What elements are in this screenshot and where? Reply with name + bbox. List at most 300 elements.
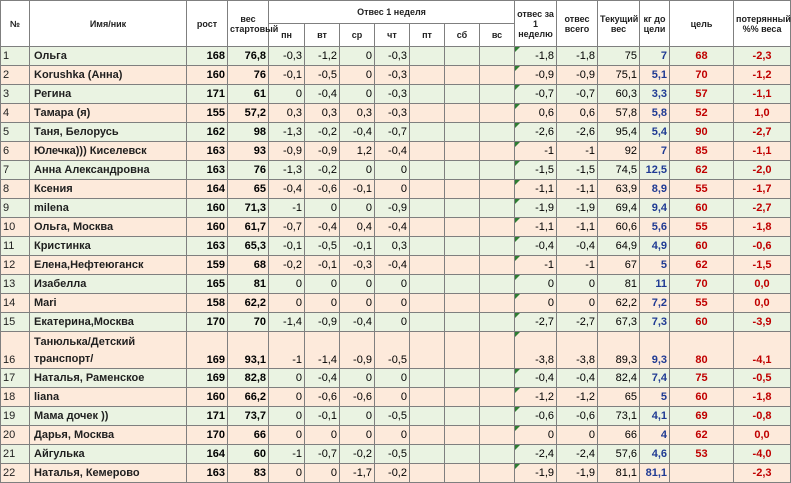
lost-percent-cell[interactable]: -1,8 xyxy=(734,388,791,407)
day-tue-cell[interactable]: -0,2 xyxy=(305,161,340,180)
goal-cell[interactable]: 80 xyxy=(670,332,734,369)
day-mon-cell[interactable]: 0 xyxy=(269,275,305,294)
day-mon-cell[interactable]: 0 xyxy=(269,407,305,426)
day-sun-cell[interactable] xyxy=(480,218,515,237)
day-wed-cell[interactable]: 0 xyxy=(340,369,375,388)
kg-to-goal-cell[interactable]: 4,6 xyxy=(640,445,670,464)
start-weight-cell[interactable]: 66 xyxy=(228,426,269,445)
day-thu-cell[interactable]: -0,7 xyxy=(375,123,410,142)
row-number-cell[interactable]: 19 xyxy=(1,407,30,426)
day-wed-cell[interactable]: 0 xyxy=(340,161,375,180)
start-weight-cell[interactable]: 93 xyxy=(228,142,269,161)
height-cell[interactable]: 160 xyxy=(187,66,228,85)
day-tue-cell[interactable]: -0,4 xyxy=(305,369,340,388)
day-fri-cell[interactable] xyxy=(410,104,445,123)
day-fri-cell[interactable] xyxy=(410,218,445,237)
day-sun-cell[interactable] xyxy=(480,464,515,483)
goal-cell[interactable]: 57 xyxy=(670,85,734,104)
week-loss-cell[interactable]: 0 xyxy=(515,275,557,294)
day-tue-cell[interactable]: -0,1 xyxy=(305,407,340,426)
day-tue-cell[interactable]: -0,4 xyxy=(305,85,340,104)
day-wed-cell[interactable]: 1,2 xyxy=(340,142,375,161)
goal-cell[interactable]: 69 xyxy=(670,407,734,426)
row-number-cell[interactable]: 11 xyxy=(1,237,30,256)
header-height[interactable]: рост xyxy=(187,1,228,47)
day-wed-cell[interactable]: 0 xyxy=(340,294,375,313)
name-cell[interactable]: Mari xyxy=(30,294,187,313)
name-cell[interactable]: Екатерина,Москва xyxy=(30,313,187,332)
height-cell[interactable]: 164 xyxy=(187,445,228,464)
day-sun-cell[interactable] xyxy=(480,142,515,161)
kg-to-goal-cell[interactable]: 5,1 xyxy=(640,66,670,85)
height-cell[interactable]: 162 xyxy=(187,123,228,142)
start-weight-cell[interactable]: 98 xyxy=(228,123,269,142)
day-wed-cell[interactable]: 0 xyxy=(340,426,375,445)
week-loss-cell[interactable]: -1,9 xyxy=(515,199,557,218)
name-cell[interactable]: Танюлька/Детский транспорт/ xyxy=(30,332,187,369)
current-weight-cell[interactable]: 67,3 xyxy=(598,313,640,332)
row-number-cell[interactable]: 7 xyxy=(1,161,30,180)
name-cell[interactable]: Регина xyxy=(30,85,187,104)
row-number-cell[interactable]: 3 xyxy=(1,85,30,104)
current-weight-cell[interactable]: 74,5 xyxy=(598,161,640,180)
goal-cell[interactable] xyxy=(670,464,734,483)
goal-cell[interactable]: 60 xyxy=(670,388,734,407)
day-fri-cell[interactable] xyxy=(410,294,445,313)
day-sun-cell[interactable] xyxy=(480,256,515,275)
day-mon-cell[interactable]: 0 xyxy=(269,85,305,104)
day-fri-cell[interactable] xyxy=(410,142,445,161)
height-cell[interactable]: 155 xyxy=(187,104,228,123)
week-loss-cell[interactable]: -2,7 xyxy=(515,313,557,332)
day-sat-cell[interactable] xyxy=(445,199,480,218)
week-loss-cell[interactable]: -2,4 xyxy=(515,445,557,464)
start-weight-cell[interactable]: 82,8 xyxy=(228,369,269,388)
total-loss-cell[interactable]: -1 xyxy=(557,256,598,275)
day-wed-cell[interactable]: -0,4 xyxy=(340,123,375,142)
goal-cell[interactable]: 62 xyxy=(670,161,734,180)
day-mon-cell[interactable]: 0 xyxy=(269,388,305,407)
total-loss-cell[interactable]: -2,6 xyxy=(557,123,598,142)
kg-to-goal-cell[interactable]: 4,9 xyxy=(640,237,670,256)
day-sun-cell[interactable] xyxy=(480,388,515,407)
day-wed-cell[interactable]: -0,6 xyxy=(340,388,375,407)
start-weight-cell[interactable]: 83 xyxy=(228,464,269,483)
name-cell[interactable]: Анна Александровна xyxy=(30,161,187,180)
day-thu-cell[interactable]: -0,5 xyxy=(375,445,410,464)
day-sun-cell[interactable] xyxy=(480,332,515,369)
total-loss-cell[interactable]: 0 xyxy=(557,426,598,445)
name-cell[interactable]: Таня, Белорусь xyxy=(30,123,187,142)
week-loss-cell[interactable]: -0,6 xyxy=(515,407,557,426)
week-loss-cell[interactable]: -0,4 xyxy=(515,237,557,256)
day-thu-cell[interactable]: 0 xyxy=(375,161,410,180)
day-wed-cell[interactable]: 0 xyxy=(340,85,375,104)
day-mon-cell[interactable]: -0,4 xyxy=(269,180,305,199)
name-cell[interactable]: Мама дочек )) xyxy=(30,407,187,426)
day-sat-cell[interactable] xyxy=(445,388,480,407)
day-sun-cell[interactable] xyxy=(480,85,515,104)
header-day-sat[interactable]: сб xyxy=(445,24,480,47)
day-tue-cell[interactable]: -0,6 xyxy=(305,180,340,199)
name-cell[interactable]: Изабелла xyxy=(30,275,187,294)
height-cell[interactable]: 158 xyxy=(187,294,228,313)
current-weight-cell[interactable]: 60,3 xyxy=(598,85,640,104)
kg-to-goal-cell[interactable]: 5,6 xyxy=(640,218,670,237)
lost-percent-cell[interactable]: -2,0 xyxy=(734,161,791,180)
day-fri-cell[interactable] xyxy=(410,426,445,445)
day-wed-cell[interactable]: -0,2 xyxy=(340,445,375,464)
day-thu-cell[interactable]: -0,5 xyxy=(375,332,410,369)
day-fri-cell[interactable] xyxy=(410,332,445,369)
day-mon-cell[interactable]: -1 xyxy=(269,332,305,369)
day-tue-cell[interactable]: -0,2 xyxy=(305,123,340,142)
day-tue-cell[interactable]: -0,5 xyxy=(305,66,340,85)
day-mon-cell[interactable]: 0 xyxy=(269,426,305,445)
total-loss-cell[interactable]: -1 xyxy=(557,142,598,161)
goal-cell[interactable]: 60 xyxy=(670,237,734,256)
day-fri-cell[interactable] xyxy=(410,313,445,332)
lost-percent-cell[interactable]: -3,9 xyxy=(734,313,791,332)
row-number-cell[interactable]: 4 xyxy=(1,104,30,123)
start-weight-cell[interactable]: 76,8 xyxy=(228,47,269,66)
day-fri-cell[interactable] xyxy=(410,464,445,483)
name-cell[interactable]: Юлечка))) Киселевск xyxy=(30,142,187,161)
goal-cell[interactable]: 52 xyxy=(670,104,734,123)
kg-to-goal-cell[interactable]: 9,3 xyxy=(640,332,670,369)
day-fri-cell[interactable] xyxy=(410,85,445,104)
day-thu-cell[interactable]: 0 xyxy=(375,180,410,199)
total-loss-cell[interactable]: -0,7 xyxy=(557,85,598,104)
row-number-cell[interactable]: 17 xyxy=(1,369,30,388)
day-fri-cell[interactable] xyxy=(410,407,445,426)
row-number-cell[interactable]: 13 xyxy=(1,275,30,294)
day-sat-cell[interactable] xyxy=(445,161,480,180)
name-cell[interactable]: Ксения xyxy=(30,180,187,199)
name-cell[interactable]: Korushka (Анна) xyxy=(30,66,187,85)
day-tue-cell[interactable]: 0 xyxy=(305,294,340,313)
day-tue-cell[interactable]: 0 xyxy=(305,275,340,294)
goal-cell[interactable]: 68 xyxy=(670,47,734,66)
day-sun-cell[interactable] xyxy=(480,407,515,426)
day-thu-cell[interactable]: 0,3 xyxy=(375,237,410,256)
row-number-cell[interactable]: 20 xyxy=(1,426,30,445)
row-number-cell[interactable]: 22 xyxy=(1,464,30,483)
total-loss-cell[interactable]: -0,6 xyxy=(557,407,598,426)
day-sun-cell[interactable] xyxy=(480,237,515,256)
day-mon-cell[interactable]: 0 xyxy=(269,294,305,313)
name-cell[interactable]: Елена,Нефтеюганск xyxy=(30,256,187,275)
start-weight-cell[interactable]: 76 xyxy=(228,66,269,85)
day-mon-cell[interactable]: -1 xyxy=(269,445,305,464)
row-number-cell[interactable]: 16 xyxy=(1,332,30,369)
height-cell[interactable]: 163 xyxy=(187,464,228,483)
total-loss-cell[interactable]: 0,6 xyxy=(557,104,598,123)
current-weight-cell[interactable]: 73,1 xyxy=(598,407,640,426)
day-mon-cell[interactable]: -0,1 xyxy=(269,237,305,256)
current-weight-cell[interactable]: 82,4 xyxy=(598,369,640,388)
day-sat-cell[interactable] xyxy=(445,142,480,161)
kg-to-goal-cell[interactable]: 12,5 xyxy=(640,161,670,180)
day-sun-cell[interactable] xyxy=(480,313,515,332)
current-weight-cell[interactable]: 75,1 xyxy=(598,66,640,85)
day-tue-cell[interactable]: -1,2 xyxy=(305,47,340,66)
week-loss-cell[interactable]: 0,6 xyxy=(515,104,557,123)
day-wed-cell[interactable]: 0 xyxy=(340,275,375,294)
day-sun-cell[interactable] xyxy=(480,445,515,464)
current-weight-cell[interactable]: 92 xyxy=(598,142,640,161)
day-tue-cell[interactable]: 0 xyxy=(305,426,340,445)
goal-cell[interactable]: 70 xyxy=(670,66,734,85)
day-sat-cell[interactable] xyxy=(445,66,480,85)
total-loss-cell[interactable]: 0 xyxy=(557,294,598,313)
goal-cell[interactable]: 85 xyxy=(670,142,734,161)
goal-cell[interactable]: 53 xyxy=(670,445,734,464)
day-tue-cell[interactable]: -0,9 xyxy=(305,313,340,332)
kg-to-goal-cell[interactable]: 7 xyxy=(640,47,670,66)
week-loss-cell[interactable]: -1 xyxy=(515,142,557,161)
header-week-group[interactable]: Отвес 1 неделя xyxy=(269,1,515,24)
start-weight-cell[interactable]: 81 xyxy=(228,275,269,294)
kg-to-goal-cell[interactable]: 81,1 xyxy=(640,464,670,483)
week-loss-cell[interactable]: 0 xyxy=(515,426,557,445)
total-loss-cell[interactable]: 0 xyxy=(557,275,598,294)
day-fri-cell[interactable] xyxy=(410,180,445,199)
day-thu-cell[interactable]: 0 xyxy=(375,275,410,294)
lost-percent-cell[interactable]: -1,7 xyxy=(734,180,791,199)
height-cell[interactable]: 160 xyxy=(187,388,228,407)
day-tue-cell[interactable]: -1,4 xyxy=(305,332,340,369)
current-weight-cell[interactable]: 75 xyxy=(598,47,640,66)
kg-to-goal-cell[interactable]: 7 xyxy=(640,142,670,161)
start-weight-cell[interactable]: 62,2 xyxy=(228,294,269,313)
week-loss-cell[interactable]: -0,7 xyxy=(515,85,557,104)
header-day-mon[interactable]: пн xyxy=(269,24,305,47)
current-weight-cell[interactable]: 57,8 xyxy=(598,104,640,123)
kg-to-goal-cell[interactable]: 8,9 xyxy=(640,180,670,199)
start-weight-cell[interactable]: 70 xyxy=(228,313,269,332)
start-weight-cell[interactable]: 73,7 xyxy=(228,407,269,426)
height-cell[interactable]: 160 xyxy=(187,199,228,218)
header-lost-percent[interactable]: потерянный %% веса xyxy=(734,1,791,47)
kg-to-goal-cell[interactable]: 7,4 xyxy=(640,369,670,388)
total-loss-cell[interactable]: -1,1 xyxy=(557,180,598,199)
kg-to-goal-cell[interactable]: 3,3 xyxy=(640,85,670,104)
goal-cell[interactable]: 70 xyxy=(670,275,734,294)
day-fri-cell[interactable] xyxy=(410,66,445,85)
day-mon-cell[interactable]: -0,2 xyxy=(269,256,305,275)
day-sat-cell[interactable] xyxy=(445,294,480,313)
row-number-cell[interactable]: 18 xyxy=(1,388,30,407)
header-total-loss[interactable]: отвес всего xyxy=(557,1,598,47)
kg-to-goal-cell[interactable]: 4,1 xyxy=(640,407,670,426)
day-fri-cell[interactable] xyxy=(410,237,445,256)
day-wed-cell[interactable]: -0,1 xyxy=(340,180,375,199)
goal-cell[interactable]: 60 xyxy=(670,199,734,218)
total-loss-cell[interactable]: -0,4 xyxy=(557,369,598,388)
day-sat-cell[interactable] xyxy=(445,104,480,123)
total-loss-cell[interactable]: -1,2 xyxy=(557,388,598,407)
lost-percent-cell[interactable]: 1,0 xyxy=(734,104,791,123)
goal-cell[interactable]: 90 xyxy=(670,123,734,142)
day-sun-cell[interactable] xyxy=(480,275,515,294)
day-sun-cell[interactable] xyxy=(480,161,515,180)
day-mon-cell[interactable]: -1,3 xyxy=(269,123,305,142)
kg-to-goal-cell[interactable]: 11 xyxy=(640,275,670,294)
lost-percent-cell[interactable]: 0,0 xyxy=(734,294,791,313)
week-loss-cell[interactable]: -3,8 xyxy=(515,332,557,369)
total-loss-cell[interactable]: -1,9 xyxy=(557,464,598,483)
day-sat-cell[interactable] xyxy=(445,180,480,199)
row-number-cell[interactable]: 8 xyxy=(1,180,30,199)
day-sat-cell[interactable] xyxy=(445,332,480,369)
lost-percent-cell[interactable]: -2,3 xyxy=(734,47,791,66)
current-weight-cell[interactable]: 69,4 xyxy=(598,199,640,218)
lost-percent-cell[interactable]: -2,3 xyxy=(734,464,791,483)
day-fri-cell[interactable] xyxy=(410,275,445,294)
start-weight-cell[interactable]: 76 xyxy=(228,161,269,180)
header-current-weight[interactable]: Текущий вес xyxy=(598,1,640,47)
day-fri-cell[interactable] xyxy=(410,445,445,464)
kg-to-goal-cell[interactable]: 7,3 xyxy=(640,313,670,332)
name-cell[interactable]: Кристинка xyxy=(30,237,187,256)
day-sat-cell[interactable] xyxy=(445,369,480,388)
lost-percent-cell[interactable]: -1,2 xyxy=(734,66,791,85)
name-cell[interactable]: Ольга, Москва xyxy=(30,218,187,237)
goal-cell[interactable]: 55 xyxy=(670,218,734,237)
goal-cell[interactable]: 55 xyxy=(670,294,734,313)
day-fri-cell[interactable] xyxy=(410,47,445,66)
header-day-fri[interactable]: пт xyxy=(410,24,445,47)
day-mon-cell[interactable]: -0,7 xyxy=(269,218,305,237)
header-num[interactable]: № xyxy=(1,1,30,47)
day-fri-cell[interactable] xyxy=(410,388,445,407)
day-wed-cell[interactable]: 0 xyxy=(340,47,375,66)
height-cell[interactable]: 170 xyxy=(187,313,228,332)
height-cell[interactable]: 159 xyxy=(187,256,228,275)
kg-to-goal-cell[interactable]: 4 xyxy=(640,426,670,445)
lost-percent-cell[interactable]: -4,1 xyxy=(734,332,791,369)
start-weight-cell[interactable]: 61 xyxy=(228,85,269,104)
day-wed-cell[interactable]: -0,3 xyxy=(340,256,375,275)
day-thu-cell[interactable]: -0,4 xyxy=(375,142,410,161)
day-fri-cell[interactable] xyxy=(410,161,445,180)
height-cell[interactable]: 164 xyxy=(187,180,228,199)
day-tue-cell[interactable]: -0,5 xyxy=(305,237,340,256)
row-number-cell[interactable]: 2 xyxy=(1,66,30,85)
current-weight-cell[interactable]: 66 xyxy=(598,426,640,445)
total-loss-cell[interactable]: -3,8 xyxy=(557,332,598,369)
day-sat-cell[interactable] xyxy=(445,237,480,256)
day-thu-cell[interactable]: -0,9 xyxy=(375,199,410,218)
goal-cell[interactable]: 62 xyxy=(670,256,734,275)
day-thu-cell[interactable]: -0,4 xyxy=(375,218,410,237)
day-sun-cell[interactable] xyxy=(480,294,515,313)
day-wed-cell[interactable]: 0 xyxy=(340,66,375,85)
header-day-sun[interactable]: вс xyxy=(480,24,515,47)
current-weight-cell[interactable]: 63,9 xyxy=(598,180,640,199)
lost-percent-cell[interactable]: -0,6 xyxy=(734,237,791,256)
total-loss-cell[interactable]: -1,1 xyxy=(557,218,598,237)
current-weight-cell[interactable]: 67 xyxy=(598,256,640,275)
row-number-cell[interactable]: 6 xyxy=(1,142,30,161)
goal-cell[interactable]: 55 xyxy=(670,180,734,199)
current-weight-cell[interactable]: 57,6 xyxy=(598,445,640,464)
goal-cell[interactable]: 75 xyxy=(670,369,734,388)
day-tue-cell[interactable]: 0 xyxy=(305,199,340,218)
lost-percent-cell[interactable]: -4,0 xyxy=(734,445,791,464)
day-sat-cell[interactable] xyxy=(445,426,480,445)
week-loss-cell[interactable]: -2,6 xyxy=(515,123,557,142)
row-number-cell[interactable]: 9 xyxy=(1,199,30,218)
day-thu-cell[interactable]: -0,3 xyxy=(375,85,410,104)
header-day-tue[interactable]: вт xyxy=(305,24,340,47)
day-thu-cell[interactable]: -0,3 xyxy=(375,66,410,85)
lost-percent-cell[interactable]: -1,1 xyxy=(734,85,791,104)
row-number-cell[interactable]: 14 xyxy=(1,294,30,313)
name-cell[interactable]: Дарья, Москва xyxy=(30,426,187,445)
day-mon-cell[interactable]: -0,9 xyxy=(269,142,305,161)
height-cell[interactable]: 171 xyxy=(187,407,228,426)
day-wed-cell[interactable]: 0 xyxy=(340,199,375,218)
day-tue-cell[interactable]: 0,3 xyxy=(305,104,340,123)
kg-to-goal-cell[interactable]: 7,2 xyxy=(640,294,670,313)
day-sat-cell[interactable] xyxy=(445,256,480,275)
week-loss-cell[interactable]: -1,5 xyxy=(515,161,557,180)
day-thu-cell[interactable]: -0,5 xyxy=(375,407,410,426)
header-name[interactable]: Имя/ник xyxy=(30,1,187,47)
day-thu-cell[interactable]: -0,3 xyxy=(375,104,410,123)
lost-percent-cell[interactable]: 0,0 xyxy=(734,426,791,445)
current-weight-cell[interactable]: 60,6 xyxy=(598,218,640,237)
start-weight-cell[interactable]: 66,2 xyxy=(228,388,269,407)
total-loss-cell[interactable]: -1,8 xyxy=(557,47,598,66)
week-loss-cell[interactable]: -1 xyxy=(515,256,557,275)
name-cell[interactable]: Наталья, Кемерово xyxy=(30,464,187,483)
header-day-thu[interactable]: чт xyxy=(375,24,410,47)
day-sun-cell[interactable] xyxy=(480,199,515,218)
day-fri-cell[interactable] xyxy=(410,369,445,388)
lost-percent-cell[interactable]: -2,7 xyxy=(734,123,791,142)
day-fri-cell[interactable] xyxy=(410,199,445,218)
day-sun-cell[interactable] xyxy=(480,180,515,199)
day-sat-cell[interactable] xyxy=(445,275,480,294)
day-sat-cell[interactable] xyxy=(445,85,480,104)
row-number-cell[interactable]: 12 xyxy=(1,256,30,275)
start-weight-cell[interactable]: 68 xyxy=(228,256,269,275)
row-number-cell[interactable]: 1 xyxy=(1,47,30,66)
day-wed-cell[interactable]: 0,4 xyxy=(340,218,375,237)
week-loss-cell[interactable]: -1,1 xyxy=(515,218,557,237)
start-weight-cell[interactable]: 65,3 xyxy=(228,237,269,256)
total-loss-cell[interactable]: -0,9 xyxy=(557,66,598,85)
start-weight-cell[interactable]: 61,7 xyxy=(228,218,269,237)
height-cell[interactable]: 169 xyxy=(187,332,228,369)
day-wed-cell[interactable]: 0 xyxy=(340,407,375,426)
header-start-weight[interactable]: вес стартовый xyxy=(228,1,269,47)
start-weight-cell[interactable]: 57,2 xyxy=(228,104,269,123)
day-sat-cell[interactable] xyxy=(445,445,480,464)
current-weight-cell[interactable]: 81 xyxy=(598,275,640,294)
kg-to-goal-cell[interactable]: 5 xyxy=(640,388,670,407)
day-thu-cell[interactable]: 0 xyxy=(375,388,410,407)
total-loss-cell[interactable]: -0,4 xyxy=(557,237,598,256)
day-mon-cell[interactable]: -1,4 xyxy=(269,313,305,332)
name-cell[interactable]: milena xyxy=(30,199,187,218)
week-loss-cell[interactable]: -1,2 xyxy=(515,388,557,407)
height-cell[interactable]: 163 xyxy=(187,161,228,180)
row-number-cell[interactable]: 5 xyxy=(1,123,30,142)
